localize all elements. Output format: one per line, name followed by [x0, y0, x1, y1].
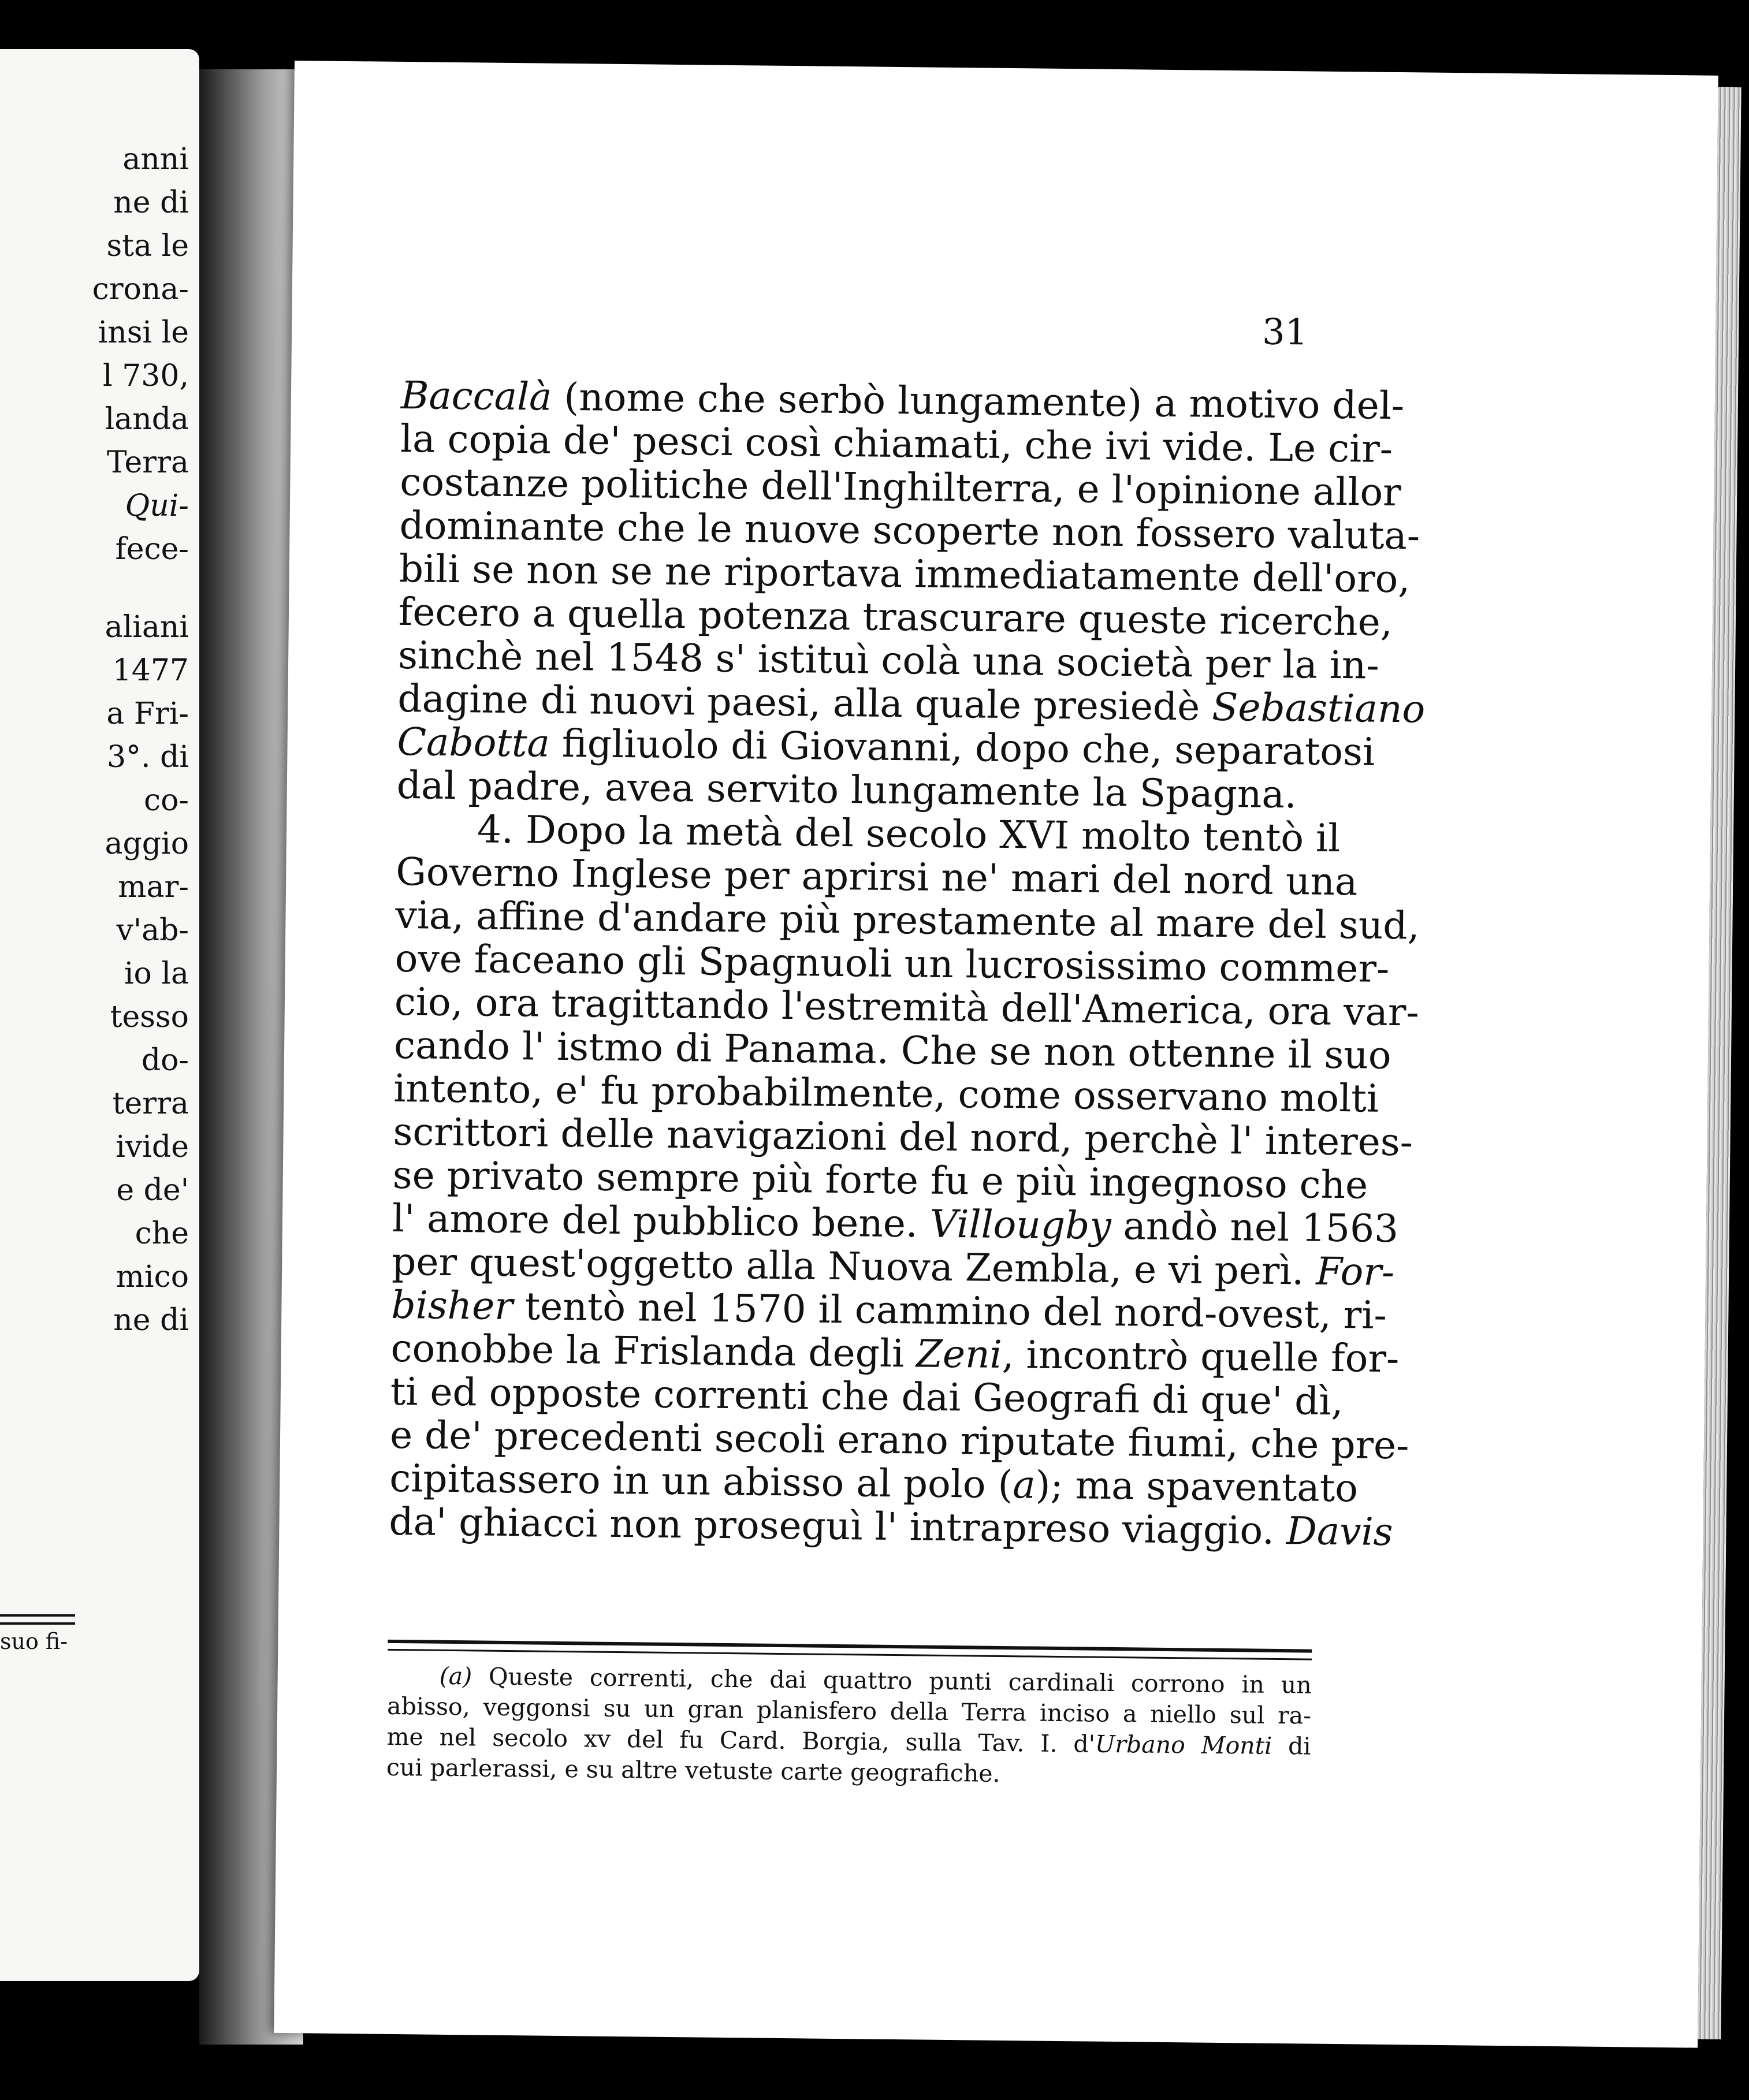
text-line: Cabotta figliuolo di Giovanni, dopo che, separatosi: [397, 719, 1375, 775]
left-fragment: do-: [141, 1043, 189, 1078]
left-fragment: Qui-: [125, 489, 189, 523]
italic-term: For-: [1315, 1249, 1395, 1295]
left-fragment: terra: [112, 1086, 189, 1121]
text-line: dal padre, avea servito lungamente la Spagna.: [396, 762, 1297, 817]
left-fragment: e de': [116, 1173, 189, 1208]
italic-term: Sebastiano: [1211, 684, 1426, 732]
italic-term: bisher: [391, 1282, 513, 1329]
text-line: cipitassero in un abisso al polo (a); ma spaventato: [389, 1455, 1359, 1511]
left-fragment: 1477: [112, 653, 189, 688]
left-footnote-rule: [0, 1614, 75, 1625]
text-line: per quest'oggetto alla Nuova Zembla, e vi perì. For-: [391, 1239, 1395, 1295]
left-fragment: a Fri-: [106, 697, 189, 731]
italic-term: Cabotta: [397, 719, 550, 766]
text-line: dominante che le nuove scoperte non fossero valuta-: [399, 502, 1420, 558]
text-line: ti ed opposte correnti che dai Geografi di que' dì,: [390, 1369, 1344, 1424]
footnote-line: abisso, veggonsi su un gran planisfero della Terra inciso a niello sul ra-: [386, 1692, 1312, 1730]
left-fragment: landa: [105, 402, 189, 437]
left-fragment: aliani: [105, 610, 189, 645]
italic-term: Villougby: [929, 1201, 1112, 1248]
text-line: l' amore del pubblico bene. Villougby andò nel 1563: [392, 1196, 1399, 1252]
left-fragment: mar-: [118, 870, 189, 904]
left-fragment: ne di: [113, 1303, 189, 1338]
page-edge: [1698, 87, 1741, 2039]
text-line: via, affine d'andare più prestamente al mare del sud,: [395, 892, 1420, 948]
left-fragment: co-: [144, 783, 189, 818]
left-fragment: anni: [122, 142, 189, 177]
left-fragment: io la: [124, 956, 189, 991]
text-line: cio, ora tragittando l'estremità dell'America, ora var-: [394, 979, 1420, 1035]
left-fragment: insi le: [98, 315, 189, 350]
left-fragment: ivide: [116, 1130, 189, 1164]
left-fragment: tesso: [110, 1000, 189, 1034]
text-line: bisher tentò nel 1570 il cammino del nord-ovest, ri-: [391, 1282, 1387, 1338]
left-fragment: che: [135, 1216, 189, 1251]
paragraph-start: 4. Dopo la metà del secolo XVI molto tentò il: [477, 807, 1341, 861]
text-line: bili se non se ne riportava immediatamente dell'oro,: [399, 546, 1411, 602]
text-line: scrittori delle navigazioni del nord, perchè l' interes-: [393, 1109, 1413, 1165]
text-line: Baccalà (nome che serbò lungamente) a motivo del-: [400, 373, 1405, 429]
left-fragment: 3°. di: [106, 740, 189, 775]
footnote-line: (a) Queste correnti, che dai quattro punti cardinali corrono in un: [439, 1662, 1312, 1699]
footnote-marker: (a): [439, 1662, 472, 1691]
main-text: [389, 373, 1426, 1555]
left-fragment: l 730,: [103, 359, 189, 393]
left-footnote-fragment: suo fi-: [0, 1629, 68, 1654]
left-page: [0, 49, 199, 1981]
text-line: ove faceano gli Spagnuoli un lucrosissimo commer-: [395, 936, 1390, 991]
footnote: [386, 1660, 1312, 1793]
footnote-rule: [388, 1640, 1312, 1660]
left-fragment: aggio: [105, 826, 189, 861]
left-fragment: ne di: [113, 185, 189, 220]
text-line: e de' precedenti secoli erano riputate fiumi, che pre-: [389, 1412, 1409, 1468]
italic-term: Zeni: [916, 1331, 1003, 1377]
footnote-reference: a: [1012, 1462, 1036, 1507]
left-fragment: fece-: [115, 532, 189, 567]
left-fragment: Terra: [106, 445, 189, 480]
right-page: [274, 61, 1718, 2048]
left-fragment: sta le: [106, 229, 189, 263]
italic-term: Davis: [1286, 1509, 1393, 1555]
footnote-line: me nel secolo xv del fu Card. Borgia, sulla Tav. I. d'Urbano Monti di: [386, 1722, 1311, 1760]
text-line: fecero a quella potenza trascurare queste ricerche,: [398, 589, 1393, 645]
left-fragment: mico: [116, 1260, 189, 1294]
text-line: se privato sempre più forte fu e più ingegnoso che: [392, 1152, 1368, 1208]
text-line: Governo Inglese per aprirsi ne' mari del nord una: [395, 849, 1358, 904]
text-line: sinchè nel 1548 s' istituì colà una società per la in-: [397, 632, 1380, 688]
text-line: conobbe la Frislanda degli Zeni, incontrò quelle for-: [390, 1325, 1400, 1382]
text-line: cando l' istmo di Panama. Che se non ottenne il suo: [393, 1022, 1392, 1078]
left-fragment: v'ab-: [116, 913, 189, 948]
page-number: 31: [1261, 310, 1308, 353]
text-line: la copia de' pesci così chiamati, che ivi vide. Le cir-: [400, 416, 1393, 471]
text-line: dagine di nuovi paesi, alla quale presiedè Sebastiano: [397, 676, 1426, 732]
text-line: intento, e' fu probabilmente, come osservano molti: [393, 1066, 1379, 1121]
text-line: costanze politiche dell'Inghilterra, e l'opinione allor: [399, 459, 1402, 515]
footnote-line: cui parlerassi, e su altre vetuste carte geografiche.: [386, 1753, 1000, 1788]
left-fragment: crona-: [92, 272, 189, 307]
italic-term: Urbano Monti: [1095, 1730, 1272, 1760]
italic-term: Baccalà: [400, 373, 552, 419]
text-line: da' ghiacci non proseguì l' intrapreso viaggio. Davis: [389, 1499, 1393, 1555]
